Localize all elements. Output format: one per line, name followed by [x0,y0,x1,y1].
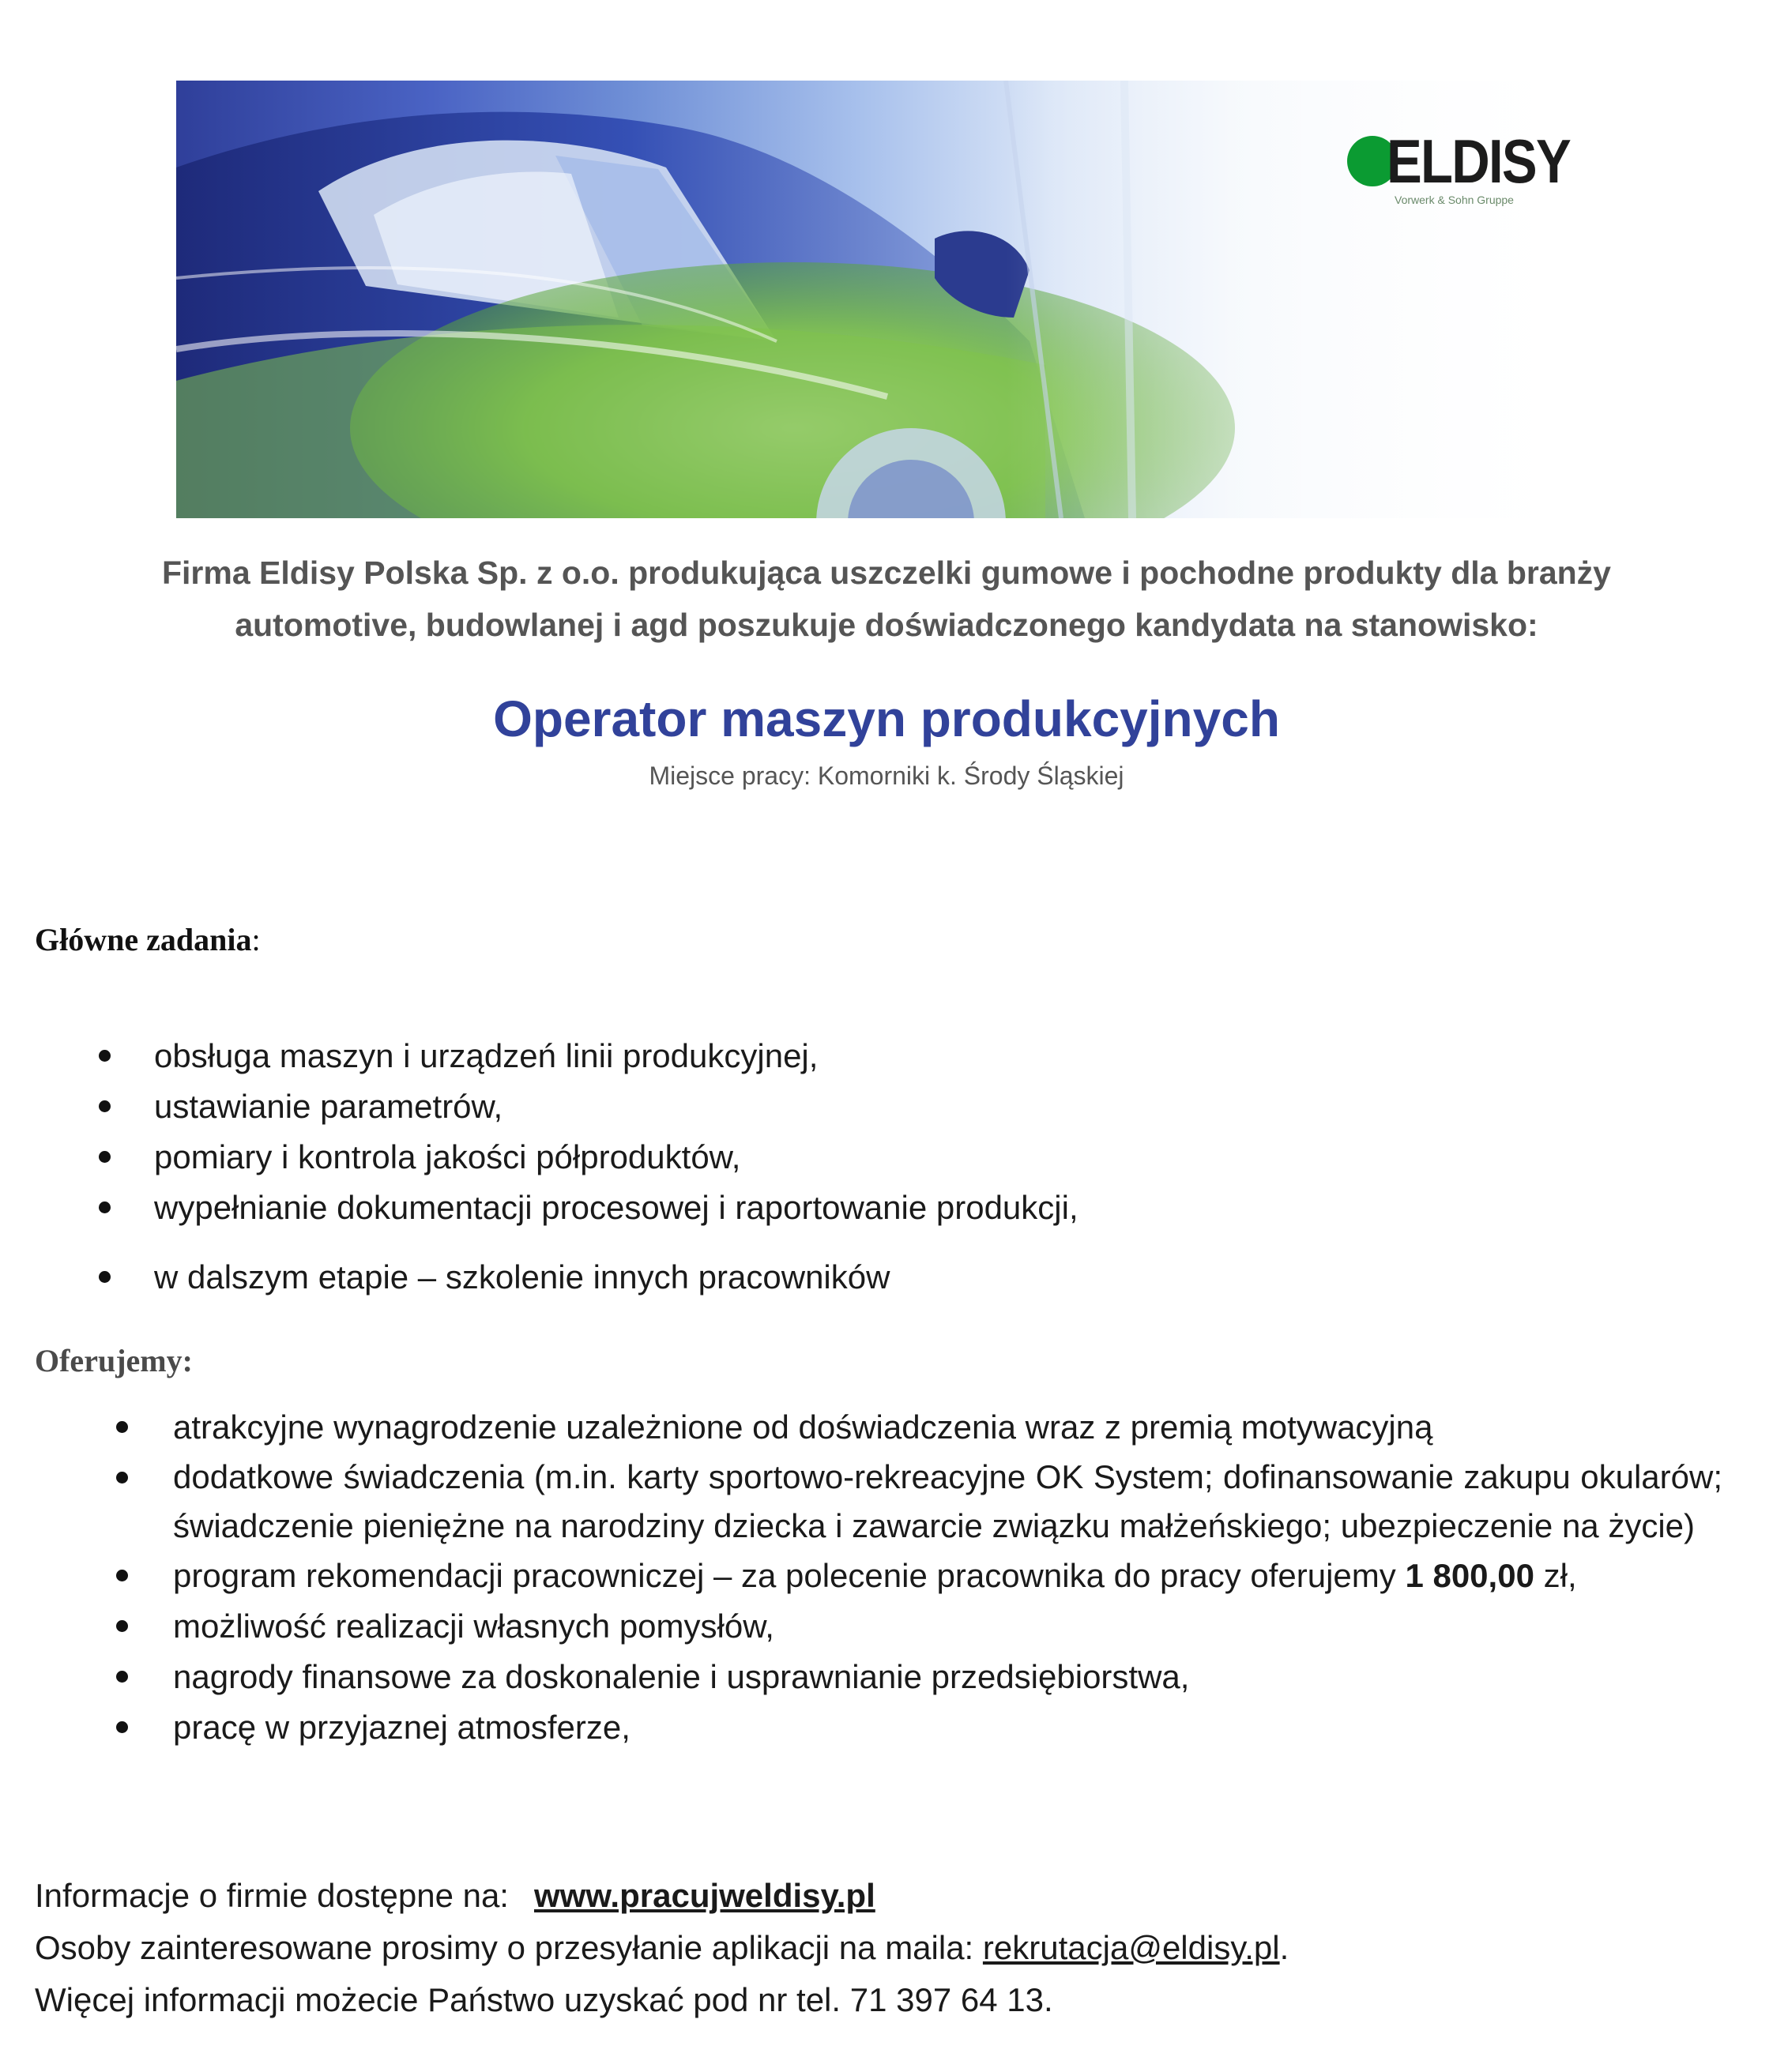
tasks-heading-text: Główne zadania [35,922,252,957]
list-item [173,1601,1722,1652]
bullet-icon [99,1100,111,1112]
tasks-heading [35,920,261,960]
list-item [154,1132,1655,1183]
tasks-heading-colon: : [251,922,261,957]
bullet-icon [116,1421,128,1433]
bullet-icon [99,1050,111,1062]
offers-heading: Oferujemy: [35,1343,193,1378]
list-item [173,1402,1722,1453]
list-item-text: pracę w przyjaznej atmosferze, [173,1709,631,1746]
job-location: Miejsce pracy: Komorniki k. Środy Śląskiej [649,761,1124,790]
list-item-text: w dalszym etapie – szkolenie innych pracowników [154,1258,890,1295]
intro-line-2: automotive, budowlanej i agd poszukuje doświadczonego kandydata na stanowisko: [235,607,1538,643]
intro-line-1: Firma Eldisy Polska Sp. z o.o. produkująca uszczelki gumowe i pochodne produkty dla branży [162,555,1611,591]
website-line [35,1870,1733,1922]
logo-text: ELDISY [1387,126,1570,196]
email-line [35,1922,1733,1974]
tasks-list [154,1031,1655,1303]
list-item [154,1031,1655,1081]
list-item [173,1652,1722,1702]
logo-subtitle: Vorwerk & Sohn Gruppe [1395,194,1514,206]
contact-info [35,1870,1733,2026]
list-item-text: obsługa maszyn i urządzeń linii produkcyjnej, [154,1037,819,1074]
list-item-text: dodatkowe świadczenia (m.in. karty sportowo-rekreacyjne OK System; dofinansowanie zakupu okularów; świadczenie pieniężne na narodziny dziecka i zawarcie związku małżeńskiego; ubezpieczenie na życie) [173,1458,1722,1544]
list-item [154,1183,1655,1233]
bullet-icon [116,1570,128,1581]
eldisy-logo [1347,126,1570,216]
bullet-icon [99,1271,111,1283]
list-item [173,1453,1722,1551]
list-item-text: możliwość realizacji własnych pomysłów, [173,1608,774,1645]
bullet-icon [116,1721,128,1733]
list-item-text: nagrody finansowe za doskonalenie i usprawnianie przedsiębiorstwa, [173,1658,1190,1695]
list-item-text: wypełnianie dokumentacji procesowej i raportowanie produkcji, [154,1189,1078,1226]
bullet-icon [116,1671,128,1683]
list-item-text: atrakcyjne wynagrodzenie uzależnione od doświadczenia wraz z premią motywacyjną [173,1408,1433,1446]
job-title: Operator maszyn produkcyjnych [493,690,1280,747]
bonus-amount: 1 800,00 [1405,1557,1534,1594]
bullet-icon [116,1620,128,1632]
list-item [154,1252,1655,1303]
bullet-icon [99,1151,111,1163]
list-item [173,1702,1722,1753]
list-item-text: program rekomendacji pracowniczej – za polecenie pracownika do pracy oferujemy [173,1557,1396,1594]
bullet-icon [99,1201,111,1213]
list-item-text: ustawianie parametrów, [154,1088,503,1125]
list-item [173,1551,1722,1601]
list-item [154,1081,1655,1132]
bullet-icon [116,1472,128,1483]
phone-line: Więcej informacji możecie Państwo uzyskać pod nr tel. 71 397 64 13. [35,1981,1053,2018]
info-label: Informacje o firmie dostępne na: [35,1877,509,1914]
company-intro [79,547,1694,651]
bonus-currency: zł, [1543,1557,1577,1594]
apply-text: Osoby zainteresowane prosimy o przesyłanie aplikacji na maila: [35,1929,974,1966]
email-link[interactable]: rekrutacja@eldisy.pl [982,1929,1280,1966]
email-suffix: . [1279,1929,1289,1966]
website-link[interactable]: www.pracujweldisy.pl [533,1877,875,1914]
list-item-text: pomiary i kontrola jakości półproduktów, [154,1138,741,1175]
offers-list [173,1402,1722,1753]
